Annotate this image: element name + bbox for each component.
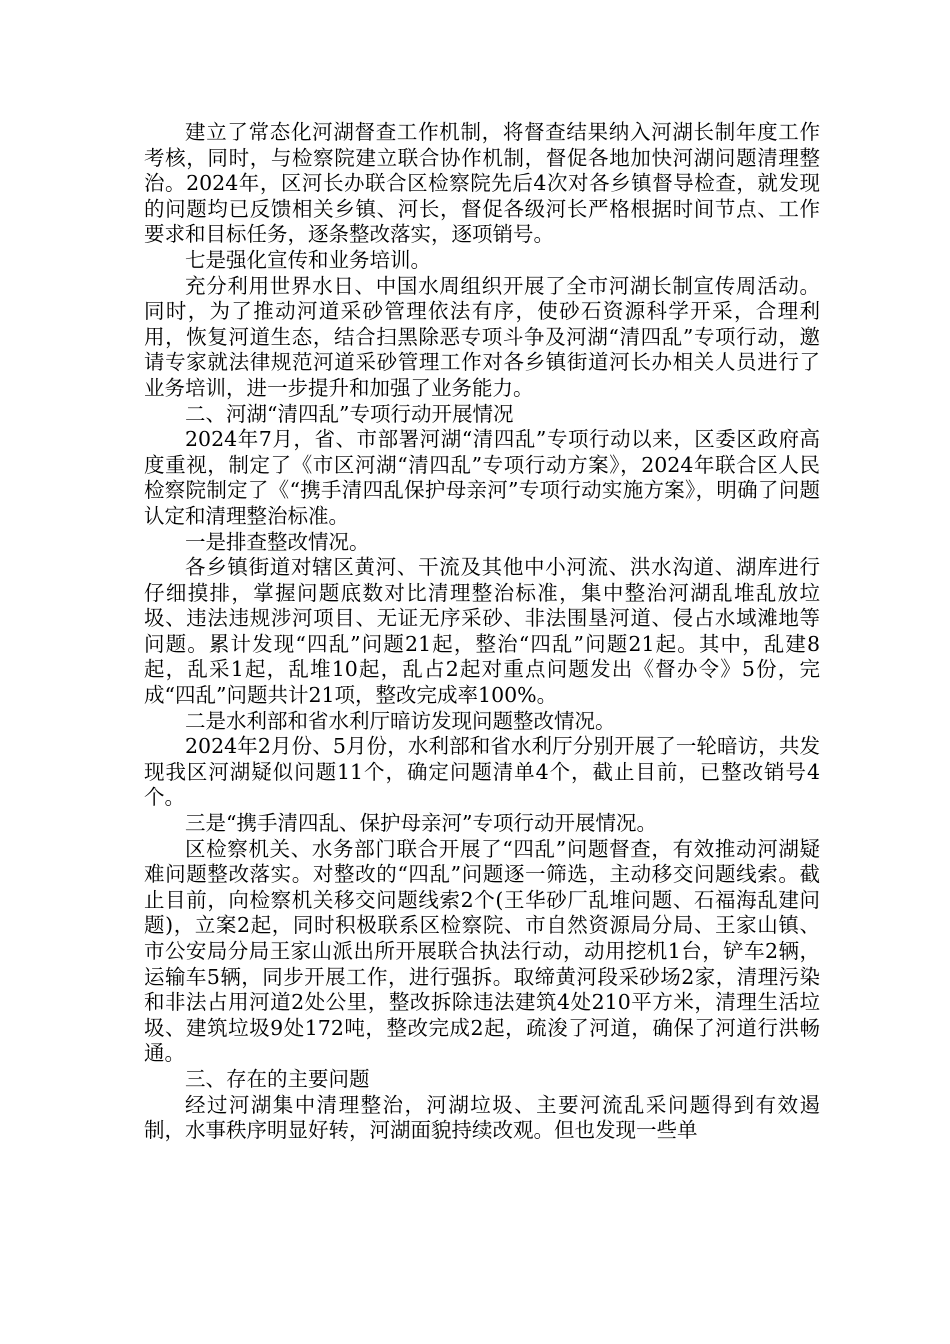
document-body xyxy=(144,120,820,1144)
paragraph-heading-training: 七是强化宣传和业务培训。 xyxy=(185,247,431,272)
paragraph-heading-rectification: 一是排查整改情况。 xyxy=(185,529,370,554)
paragraph-protect-river-detail: 区检察机关、水务部门联合开展了“四乱”问题督查，有效推动河湖疑难问题整改落实。对整改的“四乱”问题逐一筛选，主动移交问题线索。截止目前，向检察机关移交问题线索2个(王华砂厂乱堆问题、石福海乱建问题)，立案2起，同时积极联系区检察院、市自然资源局分局、王家山镇、市公安局分局王家山派出所开展联合执法行动，动用挖机1台，铲车2辆，运输车5辆，同步开展工作，进行强拆。取缔黄河段采砂场2家，清理污染和非法占用河道2处公里，整改拆除违法建筑4处210平方米，清理生活垃圾、建筑垃圾9处172吨，整改完成2起，疏浚了河道，确保了河道行洪畅通。 xyxy=(144,836,820,1066)
section-heading-main-problems: 三、存在的主要问题 xyxy=(185,1066,370,1091)
paragraph-heading-protect-river: 三是“携手清四乱、保护母亲河”专项行动开展情况。 xyxy=(185,811,657,836)
paragraph-inspection-visits-detail: 2024年2月份、5月份，水利部和省水利厅分别开展了一轮暗访，共发现我区河湖疑似问题11个，确定问题清单4个，截止目前，已整改销号4个。 xyxy=(144,734,820,810)
paragraph-heading-inspection-visits: 二是水利部和省水利厅暗访发现问题整改情况。 xyxy=(185,708,616,733)
section-heading-qingsiluan: 二、河湖“清四乱”专项行动开展情况 xyxy=(185,401,514,426)
paragraph-training-detail: 充分利用世界水日、中国水周组织开展了全市河湖长制宣传周活动。同时，为了推动河道采砂管理依法有序，使砂石资源科学开采，合理利用，恢复河道生态，结合扫黑除恶专项斗争及河湖“清四乱”专项行动，邀请专家就法律规范河道采砂管理工作对各乡镇街道河长办相关人员进行了业务培训，进一步提升和加强了业务能力。 xyxy=(144,273,820,400)
paragraph-rectification-detail: 各乡镇街道对辖区黄河、干流及其他中小河流、洪水沟道、湖库进行仔细摸排，掌握问题底数对比清理整治标准，集中整治河湖乱堆乱放垃圾、违法违规涉河项目、无证无序采砂、非法围垦河道、侵占水域滩地等问题。累计发现“四乱”问题21起，整治“四乱”问题21起。其中，乱建8起，乱采1起，乱堆10起，乱占2起对重点问题发出《督办令》5份，完成“四乱”问题共计21项，整改完成率100%。 xyxy=(144,555,820,708)
paragraph-main-problems: 经过河湖集中清理整治，河湖垃圾、主要河流乱采问题得到有效遏制，水事秩序明显好转，河湖面貌持续改观。但也发现一些单 xyxy=(144,1092,820,1143)
paragraph-action-plan: 2024年7月，省、市部署河湖“清四乱”专项行动以来，区委区政府高度重视，制定了《市区河湖“清四乱”专项行动方案》，2024年联合区人民检察院制定了《“携手清四乱保护母亲河”专项行动实施方案》，明确了问题认定和清理整治标准。 xyxy=(144,427,820,528)
paragraph-inspection-mechanism: 建立了常态化河湖督查工作机制，将督查结果纳入河湖长制年度工作考核，同时，与检察院建立联合协作机制，督促各地加快河湖问题清理整治。2024年，区河长办联合区检察院先后4次对各乡镇督导检查，就发现的问题均已反馈相关乡镇、河长，督促各级河长严格根据时间节点、工作要求和目标任务，逐条整改落实，逐项销号。 xyxy=(144,120,820,247)
